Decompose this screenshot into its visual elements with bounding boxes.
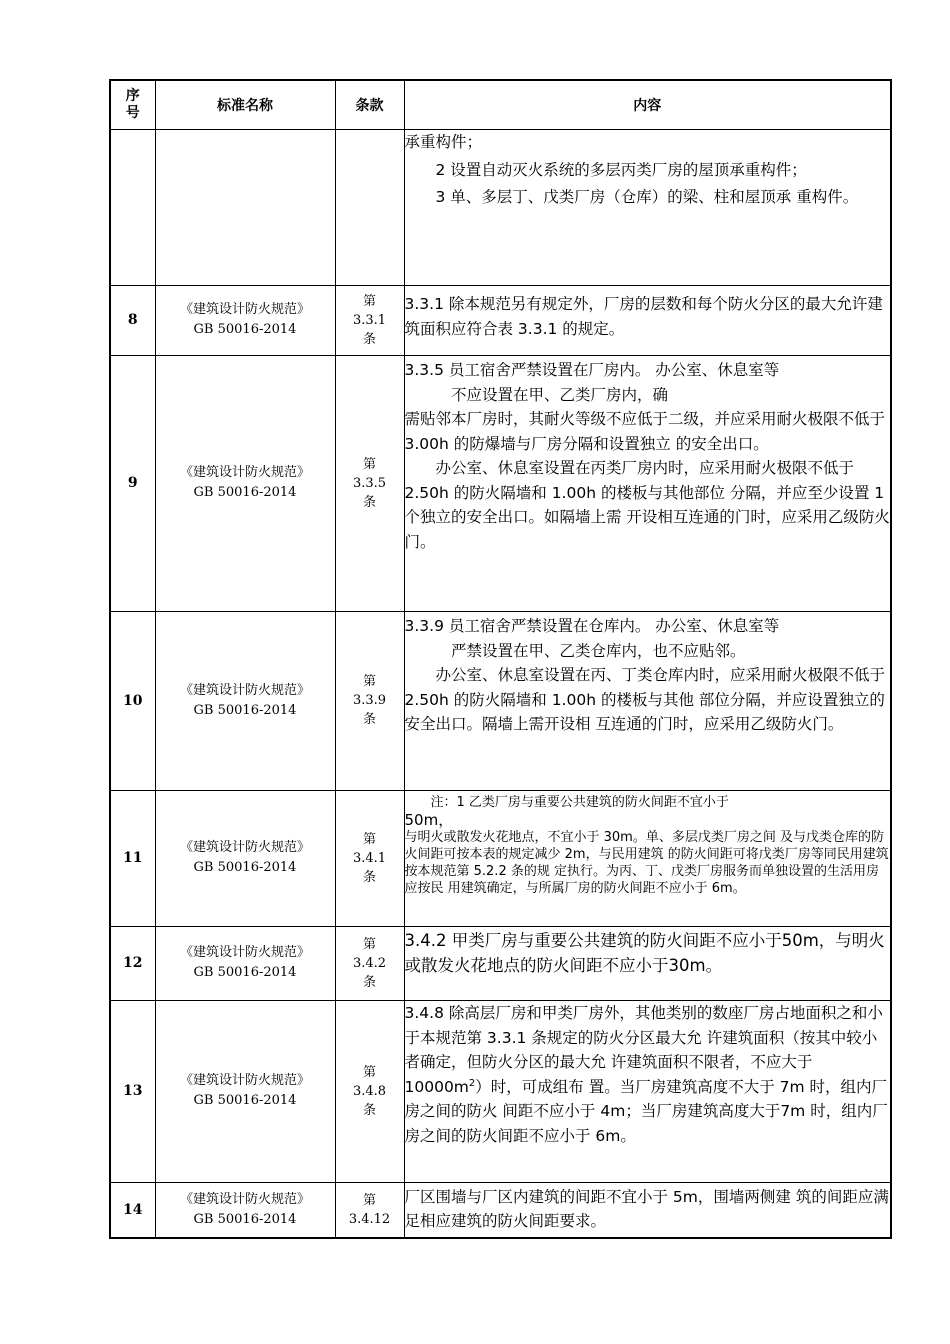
content-line: 3.3.9 员工宿舍严禁设置在仓库内。 办公室、休息室等 (404, 617, 780, 635)
standard-code: GB 50016-2014 (193, 1093, 297, 1108)
row-clause (335, 926, 404, 1000)
content-line: 与明火或散发火花地点，不宜小于 30m。单、多层戊类厂房之间 及与戊类仓库的防火间距可按本表的规定减少 2m，与民用建筑 的防火间距可将戊类厂房等同民用建筑按本规范第 5.2.2 条的规 定执行。为丙、丁、戊类厂房服务而单独设置的生活用房应按民 用建筑确定，与所属厂房的防火间距不应小于 6m。 (404, 830, 889, 896)
clause-prefix: 第 (362, 293, 376, 309)
standard-code: GB 50016-2014 (193, 322, 297, 337)
row-seq: 9 (110, 355, 155, 611)
clause-prefix: 第 (362, 456, 376, 472)
header-seq: 序号 (110, 80, 155, 129)
table-row (110, 1000, 891, 1182)
table-row (110, 285, 891, 355)
standard-code: GB 50016-2014 (193, 1211, 297, 1227)
row-clause (335, 1000, 404, 1182)
clause-suffix: 条 (362, 1102, 376, 1118)
row-standard (155, 355, 335, 611)
superscript: 2 (468, 1077, 476, 1089)
row-clause (335, 790, 404, 926)
content-line: 承重构件； (404, 133, 483, 151)
header-row (110, 80, 891, 129)
content-line: 50m， (404, 811, 454, 829)
clause-number: 3.4.12 (348, 1211, 391, 1227)
content-line: 3 单、多层丁、戊类厂房（仓库）的梁、柱和屋顶承 重构件。 (435, 188, 859, 206)
row-standard (155, 285, 335, 355)
standard-name: 《建筑设计防火规范》 (179, 1073, 310, 1088)
row-content (404, 129, 891, 285)
clause-prefix: 第 (362, 831, 376, 847)
row-seq: 14 (110, 1182, 155, 1238)
row-content (404, 611, 891, 790)
clause-suffix: 条 (362, 869, 376, 885)
content-line: 注：1 乙类厂房与重要公共建筑的防火间距不宜小于 (430, 795, 729, 810)
row-content (404, 1182, 891, 1238)
regulation-table (109, 79, 892, 1239)
row-seq: 10 (110, 611, 155, 790)
row-content (404, 355, 891, 611)
row-seq: 12 (110, 926, 155, 1000)
row-content (404, 1000, 891, 1182)
row-standard (155, 1182, 335, 1238)
clause-number: 3.3.5 (352, 475, 387, 491)
clause-suffix: 条 (362, 974, 376, 990)
clause-number: 3.3.9 (352, 693, 387, 708)
content-line: 厂区围墙与厂区内建筑的间距不宜小于 5m，围墙两侧建 筑的间距应满足相应建筑的防火间距要求。 (404, 1187, 889, 1231)
table-row (110, 129, 891, 285)
clause-suffix: 条 (362, 331, 376, 347)
table-row (110, 926, 891, 1000)
row-seq: 11 (110, 790, 155, 926)
standard-code: GB 50016-2014 (193, 860, 297, 875)
content-line: 办公室、休息室设置在丙、丁类仓库内时，应采用耐火极限不低于 2.50h 的防火隔墙和 1.00h 的楼板与其他 部位分隔，并应设置独立的安全出口。隔墙上需开设相 互连通的门时，应采用乙级防火门。 (404, 666, 886, 733)
content-line: 3.4.2 甲类厂房与重要公共建筑的防火间距不应小于50m，与明火或散发火花地点的防火间距不应小于30m。 (404, 931, 885, 975)
row-seq: 8 (110, 285, 155, 355)
content-text: 3.4.8 除高层厂房和甲类厂房外，其他类别的数座厂房占地面积之和小于本规范第 3.3.1 条规定的防火分区最大允 许建筑面积（按其中较小者确定，但防火分区的最大允 许建筑面积不限者，不应大于 10000m (404, 1004, 883, 1096)
content-line: 严禁设置在甲、乙类仓库内，也不应贴邻。 (451, 641, 746, 660)
standard-code: GB 50016-2014 (193, 485, 297, 500)
clause-number: 3.4.2 (352, 955, 387, 971)
standard-name: 《建筑设计防火规范》 (179, 302, 310, 317)
content-line: 办公室、休息室设置在丙类厂房内时，应采用耐火极限不低于 2.50h 的防火隔墙和 1.00h 的楼板与其他部位 分隔，并应至少设置 1 个独立的安全出口。如隔墙上需 开设相互连通的门时，应采用乙级防火门。 (404, 459, 890, 551)
content-line: 不应设置在甲、乙类厂房内，确 (451, 385, 669, 404)
row-clause (335, 1182, 404, 1238)
table-row (110, 1182, 891, 1238)
row-seq: 13 (110, 1000, 155, 1182)
clause-prefix: 第 (362, 1064, 376, 1080)
row-standard (155, 790, 335, 926)
row-clause (335, 355, 404, 611)
row-clause (335, 285, 404, 355)
clause-number: 3.4.8 (352, 1083, 387, 1099)
table-row (110, 790, 891, 926)
row-clause (335, 129, 404, 285)
standard-name: 《建筑设计防火规范》 (179, 945, 310, 960)
content-text: ）时，可成组布 置。当厂房建筑高度不大于 7m 时，组内厂房之间的防火 间距不应小于 4m；当厂房建筑高度大于7m 时，组内厂 房之间的防火间距不应小于 6m。 (404, 1077, 888, 1145)
row-content (404, 285, 891, 355)
clause-prefix: 第 (362, 1192, 376, 1208)
clause-prefix: 第 (362, 674, 376, 689)
content-line: 2 设置自动灭火系统的多层丙类厂房的屋顶承重构件； (435, 160, 807, 179)
content-line (405, 1001, 891, 1148)
standard-name: 《建筑设计防火规范》 (179, 682, 310, 698)
row-standard (155, 611, 335, 790)
header-standard: 标准名称 (155, 80, 335, 129)
table-row (110, 355, 891, 611)
row-clause (335, 611, 404, 790)
clause-prefix: 第 (362, 936, 376, 952)
row-standard (155, 129, 335, 285)
standard-name: 《建筑设计防火规范》 (179, 465, 310, 480)
row-content (404, 926, 891, 1000)
standard-code: GB 50016-2014 (193, 702, 297, 718)
row-content (404, 790, 891, 926)
clause-number: 3.4.1 (352, 850, 387, 866)
header-content: 内容 (404, 80, 891, 129)
standard-name: 《建筑设计防火规范》 (179, 840, 310, 855)
content-line: 3.3.1 除本规范另有规定外，厂房的层数和每个防火分区的最大允许建筑面积应符合表 3.3.1 的规定。 (404, 295, 883, 338)
clause-suffix: 条 (362, 494, 376, 510)
content-line: 3.3.5 员工宿舍严禁设置在厂房内。 办公室、休息室等 (404, 361, 780, 379)
row-standard (155, 926, 335, 1000)
standard-name: 《建筑设计防火规范》 (179, 1191, 310, 1207)
clause-number: 3.3.1 (352, 312, 387, 328)
standard-code: GB 50016-2014 (193, 965, 297, 980)
header-clause: 条款 (335, 80, 404, 129)
table-row (110, 611, 891, 790)
content-line: 需贴邻本厂房时，其耐火等级不应低于二级，并应采用耐火极限不低于 3.00h 的防爆墙与厂房分隔和设置独立 的安全出口。 (404, 410, 886, 453)
row-seq (110, 129, 155, 285)
row-standard (155, 1000, 335, 1182)
clause-suffix: 条 (362, 712, 376, 727)
